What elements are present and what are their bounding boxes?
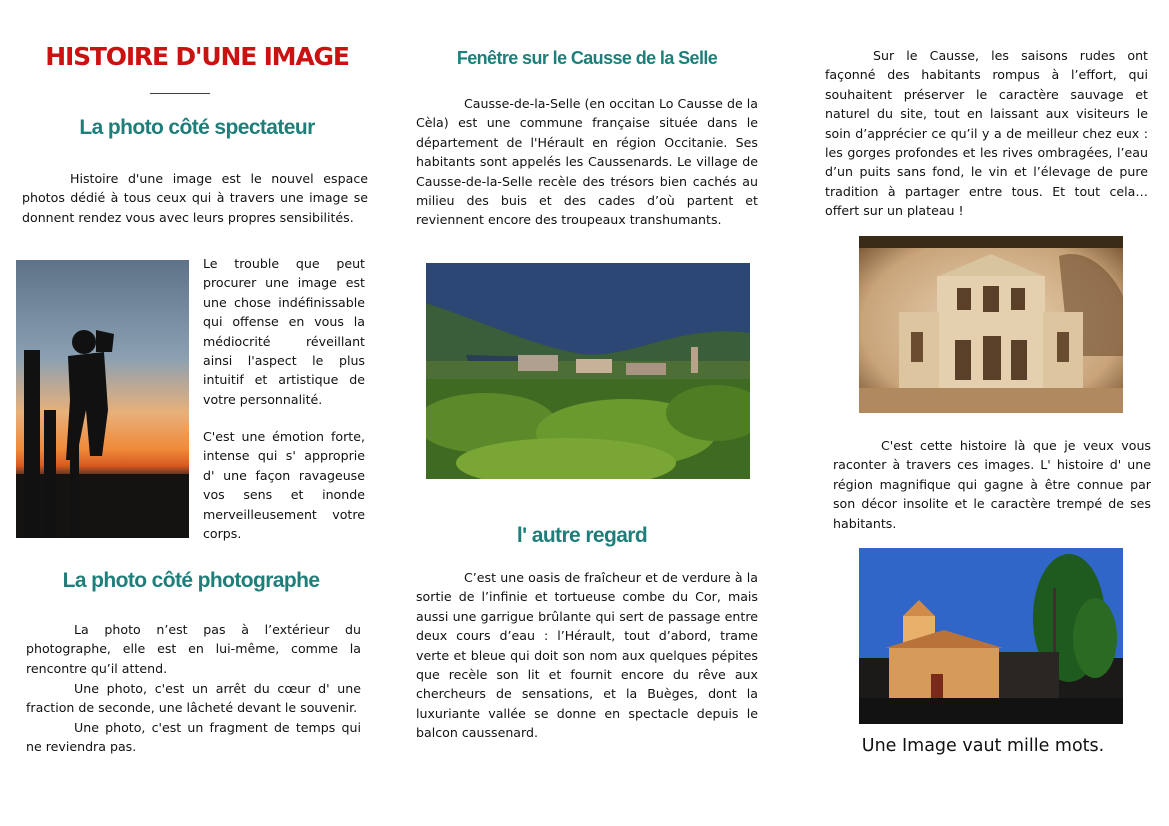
section-heading-other-view: l' autre regard (516, 524, 648, 547)
section-heading-photographer: La photo côté photographe (62, 569, 320, 592)
causse-paragraph: Sur le Causse, les saisons rudes ont façonné des habitants rompus à l’effort, qui souhaitent préserver le caractère sauvage et naturel du site, tout en laissant aux visiteurs le soin d’apprécier ce qu’il y a de meilleur chez eux : les gorges profondes et les rives ombragées, l’eau d’un puits sans fond, le vin et l’élevage de pure tradition à partager entre tous. Et tout cela… offert sur un plateau ! (825, 48, 1148, 219)
church-photo (859, 548, 1123, 724)
photographer-paragraph-1: La photo n’est pas à l’extérieur du photographe, elle est en lui-même, comme la rencontre qu’il attend. (26, 622, 361, 676)
title-rule: __________ (150, 80, 210, 94)
emotion-paragraph: C'est une émotion forte, intense qui s' approprie d' une façon ravageuse vos sens et inonde merveilleusement votre corps. (203, 429, 365, 542)
photographer-paragraph-2: Une photo, c'est un arrêt du cœur d' une fraction de seconde, une lâcheté devant le souvenir. (26, 681, 361, 716)
closing-caption: Une Image vaut mille mots. (861, 736, 1105, 756)
story-paragraph: C'est cette histoire là que je veux vous raconter à travers ces images. L' histoire d' une région magnifique qui gagne à être connue par son décor insolite et le caractère trempé de ses habitants. (833, 438, 1151, 531)
village-paragraph: Causse-de-la-Selle (en occitan Lo Causse de la Cèla) est une commune française située dans le département de l'Hérault en région Occitanie. Ses habitants sont appelés les Caussenards. Le village de Causse-de-la-Selle recèle des trésors bien cachés au milieu des buis et des cades d’où partent et reviennent encore des troupeaux transhumants. (416, 96, 758, 228)
photographer-silhouette-photo (16, 260, 189, 538)
section-heading-window: Fenêtre sur le Causse de la Selle (456, 48, 718, 68)
intro-paragraph: Histoire d'une image est le nouvel espace photos dédié à tous ceux qui à travers une image se donnent rendez vous avec leurs propres sensibilités. (22, 171, 368, 225)
oasis-paragraph: C’est une oasis de fraîcheur et de verdure à la sortie de l’infinie et tortueuse combe du Cor, mais aussi une garrigue brûlante qui sert de passage entre deux cours d’eau : l’Hérault, tout d’abord, trame verte et bleue qui doit son nom aux quelques pépites que recèle son lit et fournit encore du rêve aux chercheurs de sensations, et la Buèges, dont la luxuriante vallée se donne en spectacle depuis le balcon caussenard. (416, 570, 758, 741)
page-title: HISTOIRE D'UNE IMAGE (45, 42, 349, 71)
village-landscape-photo (426, 263, 750, 479)
trouble-paragraph: Le trouble que peut procurer une image est une chose indéfinissable qui offense en vous la médiocrité réveillant ainsi l'aspect le plus intuitif et artistique de votre personnalité. (203, 256, 365, 407)
section-heading-spectator: La photo côté spectateur (79, 116, 315, 139)
photographer-paragraph-3: Une photo, c'est un fragment de temps qui ne reviendra pas. (26, 720, 361, 755)
town-hall-sepia-photo (859, 236, 1123, 413)
